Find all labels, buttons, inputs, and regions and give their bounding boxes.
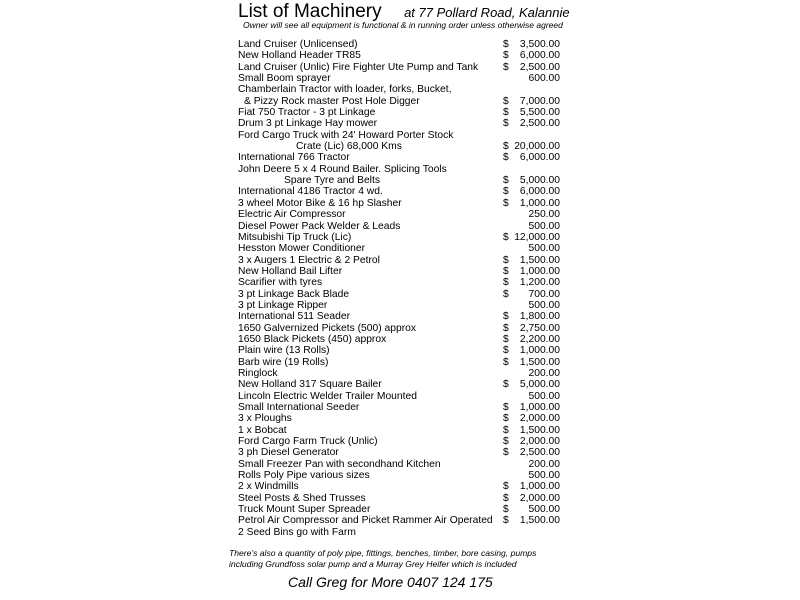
list-item bbox=[238, 300, 568, 311]
item-price: 1,200.00 bbox=[519, 277, 560, 289]
item-name: 3 pt Linkage Back Blade bbox=[238, 288, 350, 300]
item-name: 1650 Black Pickets (450) approx bbox=[238, 333, 387, 345]
item-name: Scarifier with tyres bbox=[238, 277, 323, 289]
item-currency: $ bbox=[503, 492, 509, 504]
item-name: Small International Seeder bbox=[238, 402, 360, 413]
item-currency: $ bbox=[503, 379, 509, 391]
item-name: Chamberlain Tractor with loader, forks, Bucket, bbox=[238, 84, 452, 96]
item-name: 3 wheel Motor Bike & 16 hp Slasher bbox=[238, 197, 402, 209]
item-currency: $ bbox=[503, 481, 509, 493]
item-currency: $ bbox=[503, 436, 509, 448]
item-price: 700.00 bbox=[528, 288, 560, 300]
item-name: 2 x Windmills bbox=[238, 481, 299, 493]
item-currency: $ bbox=[503, 152, 509, 164]
item-price: 1,000.00 bbox=[519, 402, 560, 413]
list-item bbox=[238, 391, 568, 402]
item-name: 1650 Galvernized Pickets (500) approx bbox=[238, 322, 417, 334]
item-price: 250.00 bbox=[528, 209, 560, 221]
item-name: Land Cruiser (Unlicensed) bbox=[238, 39, 358, 50]
item-name: International 766 Tractor bbox=[238, 152, 350, 164]
list-item bbox=[238, 436, 568, 447]
item-name: Barb wire (19 Rolls) bbox=[238, 356, 329, 368]
item-currency: $ bbox=[503, 141, 509, 153]
item-price: 2,200.00 bbox=[519, 333, 560, 345]
item-name: Fiat 750 Tractor - 3 pt Linkage bbox=[238, 107, 376, 119]
item-price: 1,500.00 bbox=[519, 515, 560, 527]
list-item bbox=[238, 402, 568, 413]
list-item bbox=[238, 39, 568, 50]
item-name: Crate (Lic) 68,000 Kms bbox=[296, 141, 402, 153]
item-price: 1,000.00 bbox=[519, 481, 560, 493]
item-currency: $ bbox=[503, 231, 509, 243]
list-item bbox=[238, 255, 568, 266]
item-price: 2,000.00 bbox=[519, 436, 560, 448]
list-item bbox=[238, 515, 568, 526]
item-name: Small Boom sprayer bbox=[238, 73, 331, 85]
item-currency: $ bbox=[503, 186, 509, 198]
title-text: List of Machinery bbox=[238, 1, 382, 22]
item-name: John Deere 5 x 4 Round Bailer. Splicing Tools bbox=[238, 163, 447, 175]
item-name: 3 x Augers 1 Electric & 2 Petrol bbox=[238, 254, 380, 266]
item-name: Ford Cargo Truck with 24' Howard Porter Stock bbox=[238, 129, 454, 141]
list-item bbox=[238, 198, 568, 209]
item-price: 1,000.00 bbox=[519, 197, 560, 209]
item-price: 5,000.00 bbox=[519, 175, 560, 187]
list-item bbox=[238, 459, 568, 470]
list-item bbox=[238, 84, 568, 95]
item-name: Plain wire (13 Rolls) bbox=[238, 345, 330, 357]
item-currency: $ bbox=[503, 413, 509, 425]
note-line-1: There's also a quantity of poly pipe, fittings, benches, timber, bore casing, pumps bbox=[229, 548, 537, 558]
item-price: 6,000.00 bbox=[519, 50, 560, 62]
item-price: 1,000.00 bbox=[519, 345, 560, 357]
item-currency: $ bbox=[503, 254, 509, 266]
item-price: 2,750.00 bbox=[519, 322, 560, 334]
item-name: Ford Cargo Farm Truck (Unlic) bbox=[238, 436, 378, 448]
machinery-list bbox=[238, 39, 568, 538]
list-item bbox=[238, 209, 568, 220]
item-name: 3 x Ploughs bbox=[238, 413, 292, 425]
item-price: 2,500.00 bbox=[519, 61, 560, 73]
list-item bbox=[238, 289, 568, 300]
list-item bbox=[238, 107, 568, 118]
item-price: 20,000.00 bbox=[514, 141, 560, 153]
item-currency: $ bbox=[503, 356, 509, 368]
subtitle: Owner will see all equipment is functional & in running order unless otherwise agreed bbox=[243, 20, 563, 30]
list-item bbox=[238, 368, 568, 379]
item-name: Mitsubishi Tip Truck (Lic) bbox=[238, 231, 352, 243]
list-item bbox=[238, 357, 568, 368]
item-price: 1,500.00 bbox=[519, 424, 560, 436]
item-name: Diesel Power Pack Welder & Leads bbox=[238, 220, 401, 232]
list-item bbox=[238, 413, 568, 424]
item-name: Rolls Poly Pipe various sizes bbox=[238, 470, 370, 482]
item-name: Electric Air Compressor bbox=[238, 209, 346, 221]
item-currency: $ bbox=[503, 345, 509, 357]
item-price: 5,000.00 bbox=[519, 379, 560, 391]
list-item bbox=[238, 130, 568, 141]
list-item bbox=[238, 334, 568, 345]
item-currency: $ bbox=[503, 424, 509, 436]
item-currency: $ bbox=[503, 95, 509, 107]
list-item bbox=[238, 175, 568, 186]
list-item bbox=[238, 50, 568, 61]
item-currency: $ bbox=[503, 118, 509, 130]
item-currency: $ bbox=[503, 504, 509, 516]
item-currency: $ bbox=[503, 277, 509, 289]
address-text: at 77 Pollard Road, Kalannie bbox=[404, 5, 570, 20]
item-name: Spare Tyre and Belts bbox=[284, 175, 380, 187]
item-price: 6,000.00 bbox=[519, 152, 560, 164]
list-item bbox=[238, 345, 568, 356]
item-name: Ringlock bbox=[238, 367, 278, 379]
item-price: 1,500.00 bbox=[519, 254, 560, 266]
item-currency: $ bbox=[503, 288, 509, 300]
item-price: 3,500.00 bbox=[519, 39, 560, 50]
item-currency: $ bbox=[503, 311, 509, 323]
list-item bbox=[238, 425, 568, 436]
list-item bbox=[238, 527, 568, 538]
item-currency: $ bbox=[503, 39, 509, 50]
item-name: 3 ph Diesel Generator bbox=[238, 447, 339, 459]
item-name: Petrol Air Compressor and Picket Rammer Air Operated bbox=[238, 515, 493, 527]
list-item bbox=[238, 504, 568, 515]
item-currency: $ bbox=[503, 322, 509, 334]
list-item bbox=[238, 493, 568, 504]
item-name: & Pizzy Rock master Post Hole Digger bbox=[244, 95, 420, 107]
item-price: 200.00 bbox=[528, 367, 560, 379]
item-name: New Holland Bail Lifter bbox=[238, 265, 343, 277]
list-item bbox=[238, 470, 568, 481]
item-name: Truck Mount Super Spreader bbox=[238, 504, 371, 516]
item-price: 2,500.00 bbox=[519, 447, 560, 459]
item-price: 6,000.00 bbox=[519, 186, 560, 198]
item-currency: $ bbox=[503, 61, 509, 73]
item-currency: $ bbox=[503, 50, 509, 62]
item-price: 5,500.00 bbox=[519, 107, 560, 119]
item-currency: $ bbox=[503, 333, 509, 345]
item-currency: $ bbox=[503, 447, 509, 459]
item-name: Steel Posts & Shed Trusses bbox=[238, 492, 366, 504]
list-item bbox=[238, 277, 568, 288]
item-price: 2,500.00 bbox=[519, 118, 560, 130]
list-item bbox=[238, 186, 568, 197]
list-item bbox=[238, 118, 568, 129]
item-price: 500.00 bbox=[528, 243, 560, 255]
footer-note bbox=[229, 548, 569, 570]
item-name: 1 x Bobcat bbox=[238, 424, 287, 436]
item-name: International 4186 Tractor 4 wd. bbox=[238, 186, 383, 198]
item-price: 7,000.00 bbox=[519, 95, 560, 107]
list-item bbox=[238, 152, 568, 163]
call-to-action: Call Greg for More 0407 124 175 bbox=[288, 574, 493, 590]
item-price: 1,000.00 bbox=[519, 265, 560, 277]
item-name: International 511 Seader bbox=[238, 311, 351, 323]
item-name: Land Cruiser (Unlic) Fire Fighter Ute Pump and Tank bbox=[238, 61, 479, 73]
item-price: 500.00 bbox=[528, 299, 560, 311]
list-item bbox=[238, 141, 568, 152]
item-name: Small Freezer Pan with secondhand Kitchen bbox=[238, 458, 441, 470]
item-currency: $ bbox=[503, 175, 509, 187]
list-item bbox=[238, 323, 568, 334]
list-item bbox=[238, 221, 568, 232]
item-name: Lincoln Electric Welder Trailer Mounted bbox=[238, 390, 417, 402]
list-item bbox=[238, 73, 568, 84]
item-price: 200.00 bbox=[528, 458, 560, 470]
item-currency: $ bbox=[503, 402, 509, 413]
list-item bbox=[238, 62, 568, 73]
item-price: 500.00 bbox=[528, 220, 560, 232]
item-name: 3 pt Linkage Ripper bbox=[238, 299, 328, 311]
item-price: 2,000.00 bbox=[519, 413, 560, 425]
item-currency: $ bbox=[503, 107, 509, 119]
item-price: 500.00 bbox=[528, 470, 560, 482]
list-item bbox=[238, 379, 568, 390]
list-item bbox=[238, 96, 568, 107]
item-currency: $ bbox=[503, 197, 509, 209]
item-price: 500.00 bbox=[528, 390, 560, 402]
item-name: New Holland Header TR85 bbox=[238, 50, 361, 62]
item-price: 500.00 bbox=[528, 504, 560, 516]
item-name: Hesston Mower Conditioner bbox=[238, 243, 366, 255]
item-name: 2 Seed Bins go with Farm bbox=[238, 526, 356, 538]
list-item bbox=[238, 266, 568, 277]
list-item bbox=[238, 481, 568, 492]
item-price: 1,500.00 bbox=[519, 356, 560, 368]
list-item bbox=[238, 311, 568, 322]
note-line-2: including Grundfoss solar pump and a Murray Grey Heifer which is included bbox=[229, 559, 517, 569]
item-name: New Holland 317 Square Bailer bbox=[238, 379, 382, 391]
item-currency: $ bbox=[503, 515, 509, 527]
item-currency: $ bbox=[503, 265, 509, 277]
item-name: Drum 3 pt Linkage Hay mower bbox=[238, 118, 378, 130]
item-price: 12,000.00 bbox=[514, 231, 560, 243]
item-price: 1,800.00 bbox=[519, 311, 560, 323]
list-item bbox=[238, 447, 568, 458]
item-price: 600.00 bbox=[528, 73, 560, 85]
list-item bbox=[238, 164, 568, 175]
item-price: 2,000.00 bbox=[519, 492, 560, 504]
list-item bbox=[238, 243, 568, 254]
list-item bbox=[238, 232, 568, 243]
